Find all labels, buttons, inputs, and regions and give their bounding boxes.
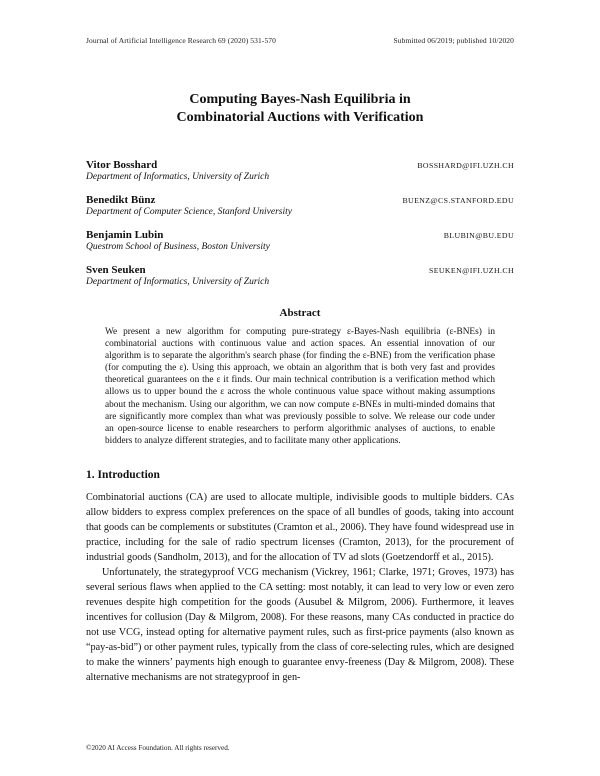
journal-info: Journal of Artificial Intelligence Research 69 (2020) 531-570 <box>86 36 276 45</box>
paper-title-line-1: Computing Bayes-Nash Equilibria in <box>189 92 411 107</box>
author-name: Benjamin Lubin <box>86 229 164 241</box>
author-affiliation: Department of Informatics, University of Zurich <box>86 172 270 182</box>
author-email: BOSSHARD@IFI.UZH.CH <box>417 161 514 170</box>
author-email: BUENZ@CS.STANFORD.EDU <box>402 196 514 205</box>
author-list <box>86 159 514 287</box>
author-name: Benedikt Bünz <box>86 194 156 206</box>
intro-paragraph-1: Combinatorial auctions (CA) are used to allocate multiple, indivisible goods to multiple bidders. CAs allow bidders to express complex preferences on the space of all bundles of goods, taking into account that goods can be complements or substitutes (Cramton et al., 2006). They have found widespread use in practice, including for the sale of radio spectrum licenses (Cramton, 2013), for the procurement of industrial goods (Sandholm, 2013), and for the allocation of TV ad slots (Goetzendorff et al., 2015). <box>86 491 514 563</box>
author-row <box>86 159 514 171</box>
author-row <box>86 229 514 241</box>
author-row <box>86 194 514 206</box>
author-affiliation: Questrom School of Business, Boston University <box>86 242 270 252</box>
author-email: SEUKEN@IFI.UZH.CH <box>428 266 514 275</box>
section-heading-introduction: 1. Introduction <box>86 468 160 481</box>
intro-paragraph-2: Unfortunately, the strategyproof VCG mechanism (Vickrey, 1961; Clarke, 1971; Groves, 1973) has several serious flaws when applied to the CA setting: most notably, it can lead to very low or even zero revenues despite high competition for the goods (Ausubel & Milgrom, 2006). Furthermore, it leaves incentives for collusion (Day & Milgrom, 2008). For these reasons, many CAs conducted in practice do not use VCG, instead opting for alternative payment rules, such as first-price payments (also known as “pay-as-bid”) or other payment rules, typically from the class of core-selecting rules, which are designed to make the winners’ payments high enough to guarantee envy-freeness (Day & Milgrom, 2008). These alternative mechanisms are not strategyproof in gen- <box>86 566 514 683</box>
author-block <box>86 264 514 287</box>
author-block <box>86 229 514 252</box>
author-affiliation: Department of Computer Science, Stanford University <box>86 207 292 217</box>
paper-title-line-2: Combinatorial Auctions with Verification <box>176 110 424 125</box>
author-affiliation: Department of Informatics, University of Zurich <box>86 277 270 287</box>
copyright-footer: ©2020 AI Access Foundation. All rights reserved. <box>86 744 230 752</box>
running-header <box>86 36 514 45</box>
abstract-heading: Abstract <box>279 307 321 319</box>
author-email: BLUBIN@BU.EDU <box>443 231 514 240</box>
author-block <box>86 159 514 182</box>
author-name: Sven Seuken <box>86 264 146 276</box>
paper-title <box>86 91 514 127</box>
author-block <box>86 194 514 217</box>
abstract-text: We present a new algorithm for computing pure-strategy ε-Bayes-Nash equilibria (ε-BNEs) in combinatorial auctions with continuous value and action spaces. An essential innovation of our algorithm is to separate the algorithm's search phase (for finding the ε-BNE) from the verification phase (for computing the ε). Using this approach, we obtain an algorithm that is both very fast and provides theoretical guarantees on the ε it finds. Our main technical contribution is a verification method which allows us to upper bound the ε across the whole continuous value space without making assumptions about the mechanism. Using our algorithm, we can now compute ε-BNEs in multi-minded domains that are significantly more complex than what was previously possible to solve. We release our code under an open-source license to enable researchers to perform algorithmic analyses of auctions, to enable bidders to analyze different strategies, and to facilitate many other applications. <box>105 327 495 446</box>
author-name: Vitor Bosshard <box>86 159 158 171</box>
author-row <box>86 264 514 276</box>
submission-info: Submitted 06/2019; published 10/2020 <box>393 36 514 45</box>
